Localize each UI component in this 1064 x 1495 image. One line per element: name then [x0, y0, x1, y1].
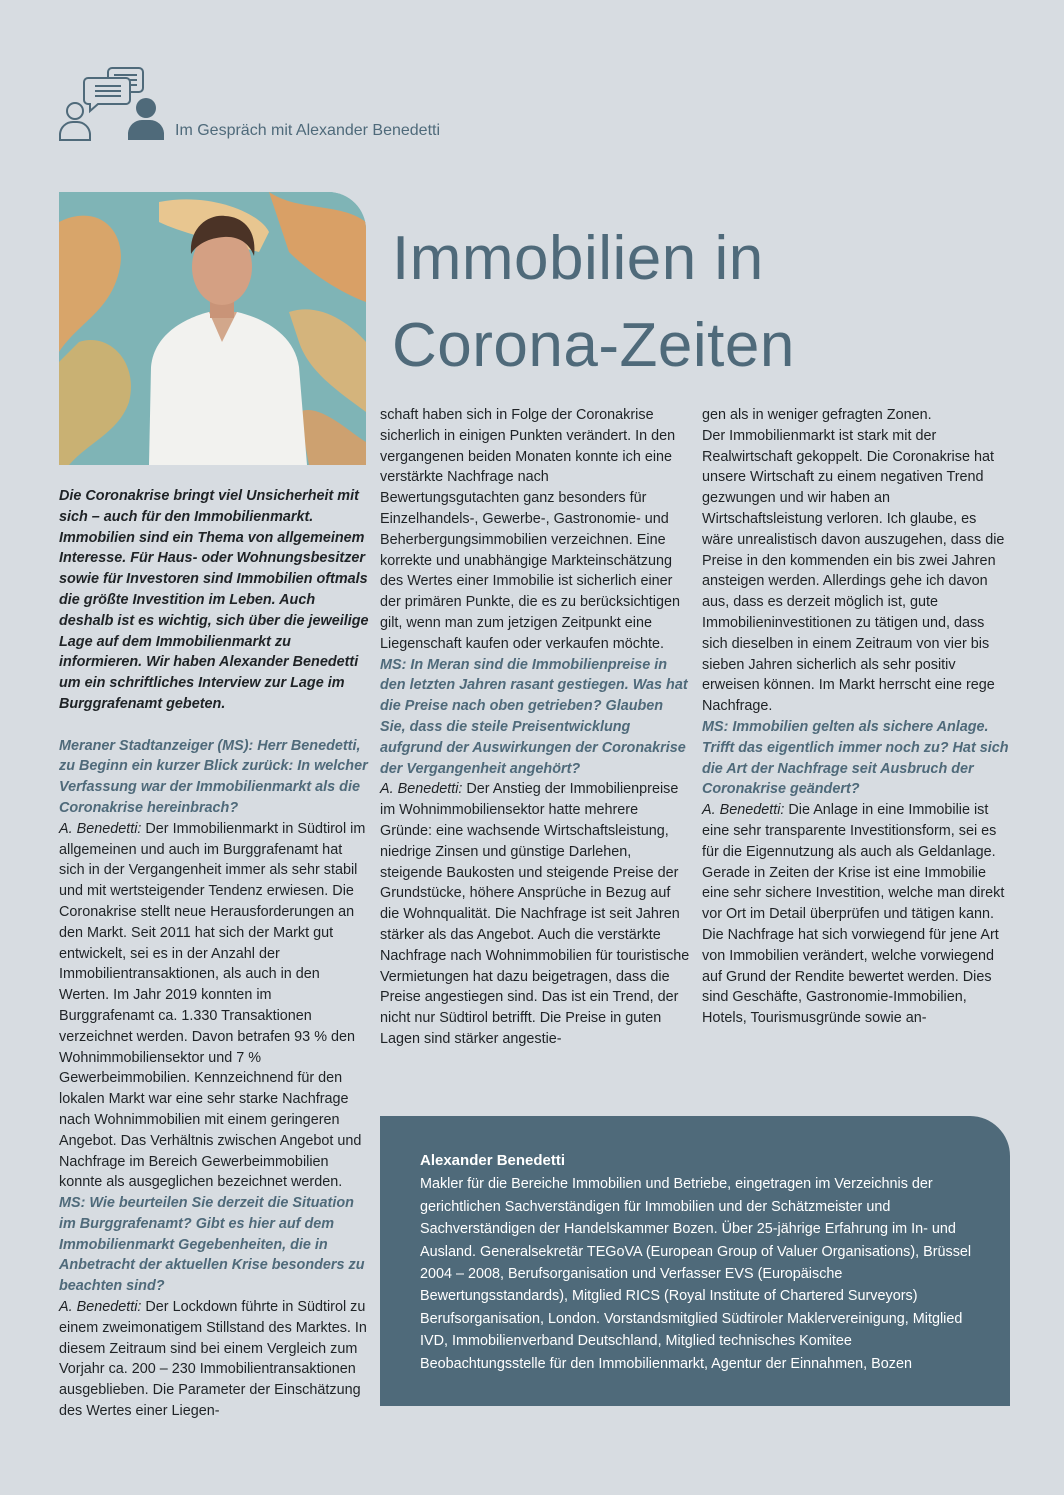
section-header	[58, 66, 558, 146]
bio-name: Alexander Benedetti	[420, 1152, 566, 1169]
headline-line-2: Corona-Zeiten	[392, 310, 795, 380]
portrait-photo	[59, 192, 366, 465]
answer-4-text: Die Anlage in eine Immobilie ist eine sehr transparente Investitionsform, sei es für die Eigennutzung als auch als Geldanlage. Gerade in Zeiten der Krise ist eine Immobilie eine sehr sichere Investition, welche man direkt vor Ort im Detail überprüfen und tätigen kann.	[702, 802, 1005, 923]
speaker-label: A. Benedetti:	[380, 781, 463, 798]
answer-3	[380, 779, 690, 1049]
section-title: Im Gespräch mit Alexander Benedetti	[175, 122, 441, 139]
answer-1	[59, 819, 369, 1193]
bio-box	[380, 1116, 1010, 1406]
question-4: MS: Immobilien gelten als sichere Anlage. Trifft das eigentlich immer noch zu? Hat sich die Art der Nachfrage seit Ausbruch der Coronakrise geändert?	[702, 718, 1009, 798]
speaker-label: A. Benedetti:	[59, 820, 142, 837]
answer-2	[59, 1297, 369, 1422]
answer-3-text: Der Anstieg der Immobilienpreise im Wohnimmobiliensektor hatte mehrere Gründe: eine wachsende Wirtschaftsleistung, niedrige Zinsen und günstige Darlehen, steigende Baukosten und steigende Preise der Grundstücke, höhere Ansprüche in Bezug auf die Wohnqualität. Die Nachfrage ist seit Jahren stärker als das Angebot. Auch die verstärkte Nachfrage nach Wohnimmobilien für touristische Vermietungen hat dazu beigetragen, dass die Preise angestiegen sind. Das ist ein Trend, der nicht nur Südtirol betrifft. Die Preise in guten Lagen sind stärker angestie-	[380, 781, 690, 1047]
answer-4-paragraph: Die Nachfrage hat sich vorwiegend für jene Art von Immobilien verändert, welche vorwiegend auf Grund der Rendite bewertet werden. Dies sind Geschäfte, Gastronomie-Immobilien, Hotels, Tourismusgründe sowie an-	[702, 926, 999, 1027]
question-1: Meraner Stadtanzeiger (MS): Herr Benedetti, zu Beginn ein kurzer Blick zurück: In welcher Verfassung war der Immobilienmarkt als die Coronakrise hereinbrach?	[59, 737, 368, 816]
headline-line-1: Immobilien in	[392, 224, 764, 293]
article-column-2	[380, 405, 690, 1050]
intro-text: Die Coronakrise bringt viel Unsicherheit mit sich – auch für den Immobilienmarkt. Immobilien sind ein Thema von allgemeinem Interesse. Für Haus- oder Wohnungsbesitzer sowie für Investoren sind Immobilien oftmals die größte Investition im Leben. Auch deshalb ist es wichtig, sich über die jeweilige Lage auf dem Immobilienmarkt zu informieren. Wir haben Alexander Benedetti um ein schriftliches Interview zur Lage im Burggrafenamt gebeten.	[59, 488, 369, 712]
answer-4	[702, 800, 1010, 925]
question-2: MS: Wie beurteilen Sie derzeit die Situation im Burggrafenamt? Gibt es hier auf dem Immobilienmarkt Gegebenheiten, die in Anbetracht der aktuellen Krise besonders zu beachten sind?	[59, 1195, 365, 1295]
answer-2-continued: schaft haben sich in Folge der Coronakrise sicherlich in einigen Punkten verändert. In den vergangenen beiden Monaten konnte ich eine verstärkte Nachfrage nach Bewertungsgutachten ganz besonders für Einzelhandels-, Gewerbe-, Gastronomie- und Beherbergungsimmobilien verzeichnen. Eine korrekte und unabhängige Markteinschätzung des Wertes einer Immobilie ist sicherlich einer der primären Punkte, die es zu berücksichtigen gilt, wenn man zum jetzigen Zeitpunkt eine Liegenschaft kaufen oder verkaufen möchte.	[380, 407, 680, 652]
question-3: MS: In Meran sind die Immobilienpreise in den letzten Jahren rasant gestiegen. Was hat die Preise nach oben getrieben? Glauben Sie, dass die steile Preisentwicklung aufgrund der Auswirkungen der Coronakrise der Vergangenheit angehört?	[380, 656, 688, 777]
interview-chat-icon	[58, 66, 168, 142]
headline	[392, 216, 1032, 390]
answer-3-continued: gen als in weniger gefragten Zonen.	[702, 407, 932, 423]
speaker-label: A. Benedetti:	[59, 1299, 142, 1316]
answer-1-text: Der Immobilienmarkt in Südtirol im allgemeinen und auch im Burggrafenamt hat sich in der Vergangenheit immer als sehr stabil und mit wertsteigender Tendenz erwiesen. Die Coronakrise stellt neue Herausforderungen an den Markt. Seit 2011 hat sich der Markt gut entwickelt, sei es in der Anzahl der Immobilientransaktionen, als auch in den Werten. Im Jahr 2019 konnten im Burggrafenamt ca. 1.330 Transaktionen verzeichnet werden. Davon betrafen 93 % den Wohnimmobiliensektor und 7 % Gewerbeimmobilien. Kennzeichnend für den lokalen Markt war eine sehr starke Nachfrage nach Wohnimmobilien mit einem geringeren Angebot. Das Verhältnis zwischen Angebot und Nachfrage im Bereich Gewerbeimmobilien konnte als ausgeglichen bezeichnet werden.	[59, 820, 366, 1191]
answer-2-text: Der Lockdown führte in Südtirol zu einem zweimonatigem Stillstand des Marktes. In diesem Zeitraum sind bei einem Vergleich zum Vorjahr ca. 200 – 230 Immobilientransaktionen ausgeblieben. Die Parameter der Einschätzung des Wertes einer Liegen-	[59, 1299, 367, 1420]
speaker-label: A. Benedetti:	[702, 802, 785, 819]
article-column-1	[59, 486, 369, 1422]
answer-3-paragraph: Der Immobilienmarkt ist stark mit der Realwirtschaft gekoppelt. Die Coronakrise hat unsere Wirtschaft zu einem negativen Trend gezwungen und wir haben an Wirtschaftsleistung verloren. Ich glaube, es wäre unrealistisch davon auszugehen, dass die Preise in den kommenden ein bis zwei Jahren ansteigen werden. Allerdings gehe ich davon aus, dass es derzeit möglich ist, gute Immobilieninvestitionen zu tätigen und, dass sich dieselben in einem Zeitraum von vier bis sieben Jahren sicherlich als sehr positiv erweisen können. Im Markt herrscht eine rege Nachfrage.	[702, 427, 1005, 715]
article-column-3	[702, 405, 1010, 1029]
bio-text: Makler für die Bereiche Immobilien und Betriebe, eingetragen im Verzeichnis der gerichtlichen Sachverständigen für Immobilien und der Schätzmeister und Sachverständigen der Handelskammer Bozen. Über 25-jährige Erfahrung im In- und Ausland. Generalsekretär TEGoVA (European Group of Valuer Organisations), Brüssel 2004 – 2008, Berufsorganisation und Verfasser EVS (Europäische Bewertungsstandards), Mitglied RICS (Royal Institute of Chartered Surveyors) Berufsorganisation, London. Vorstandsmitglied Südtiroler Maklervereinigung, Mitglied IVD, Immobilienverband Deutschland, Mitglied technisches Komitee Beobachtungsstelle für den Immobilienmarkt, Agentur der Einnahmen, Bozen	[420, 1176, 972, 1372]
